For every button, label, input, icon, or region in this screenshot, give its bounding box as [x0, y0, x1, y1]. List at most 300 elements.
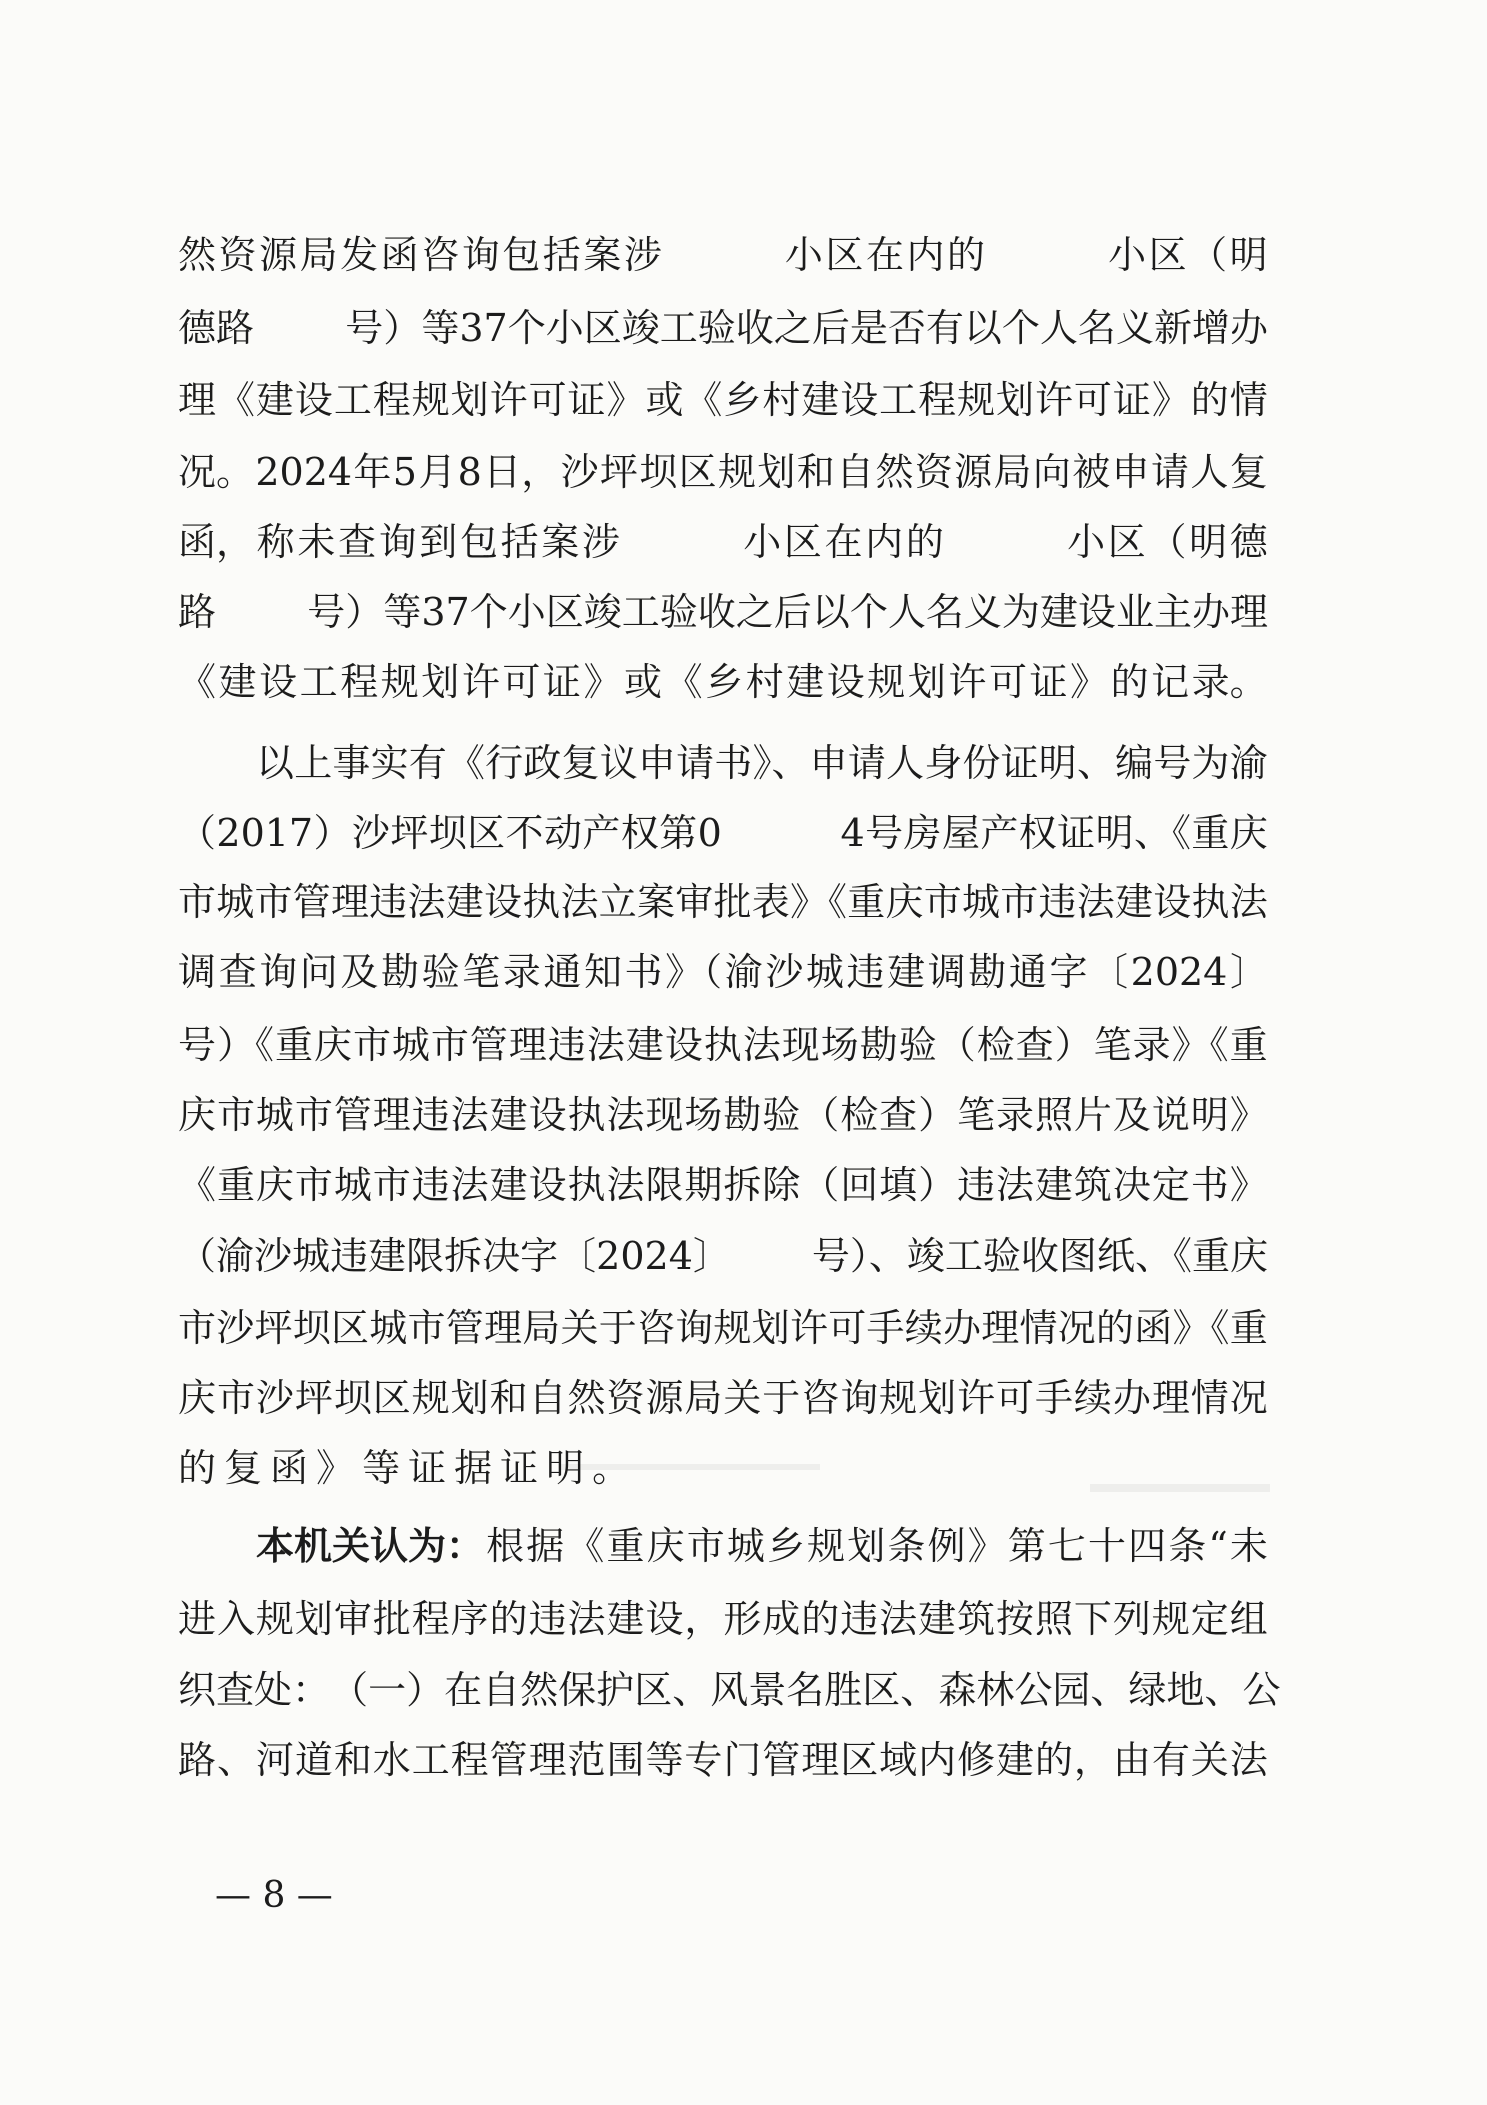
text-glyph: 证 — [408, 1446, 447, 1490]
text-glyph: 许 — [790, 1306, 829, 1350]
text-glyph: 重 — [606, 1524, 645, 1568]
text-line — [178, 511, 1268, 573]
text-glyph: （ — [1189, 233, 1228, 277]
text-glyph: 《 — [566, 1524, 605, 1568]
text-glyph: ）、 — [849, 1234, 907, 1278]
text-glyph: 据 — [526, 1524, 565, 1568]
text-glyph: 复 — [224, 1446, 263, 1490]
text-glyph: 名 — [1077, 306, 1116, 350]
text-glyph: 庆 — [178, 1093, 217, 1137]
text-glyph: 可 — [502, 660, 541, 704]
text-glyph: ） — [345, 590, 384, 634]
text-glyph: 一 — [368, 1668, 407, 1712]
text-glyph: 工 — [659, 306, 698, 350]
text-glyph: 市 — [1000, 880, 1039, 924]
text-glyph: 建 — [786, 660, 825, 704]
text-glyph: 执 — [1191, 880, 1230, 924]
text-line — [178, 1084, 1268, 1146]
text-glyph: 的 — [1096, 1306, 1135, 1350]
text-glyph: 工 — [411, 1738, 450, 1782]
text-glyph: 执 — [567, 1163, 606, 1207]
text-glyph: 进 — [178, 1597, 217, 1641]
text-glyph: 笔 — [1093, 1023, 1132, 1067]
text-glyph: 人 — [1190, 450, 1229, 494]
text-glyph: 许 — [957, 1376, 996, 1420]
text-glyph: 录 — [502, 950, 541, 994]
text-line — [178, 1154, 1268, 1216]
text-glyph: 理 — [508, 1023, 547, 1067]
text-glyph: 德 — [1229, 520, 1268, 564]
text-glyph: 区 — [840, 1738, 879, 1782]
text-glyph: 可 — [1073, 378, 1112, 422]
text-line — [178, 1367, 1268, 1429]
text-glyph: 程 — [411, 1597, 450, 1641]
text-glyph: 重 — [274, 1023, 313, 1067]
text-glyph: 》《 — [1171, 1023, 1229, 1067]
text-glyph: 表 — [751, 880, 790, 924]
text-glyph: 证 — [1112, 378, 1151, 422]
text-glyph: 园 — [1052, 1668, 1091, 1712]
text-glyph: 验 — [697, 306, 736, 350]
text-glyph: 建 — [996, 1738, 1035, 1782]
text-glyph: 路 — [178, 1738, 217, 1782]
text-glyph: （ — [1148, 520, 1187, 564]
text-glyph: 局 — [684, 1376, 723, 1420]
text-glyph: 场 — [684, 1093, 723, 1137]
text-glyph: 胜 — [824, 1668, 863, 1712]
text-glyph: 以 — [811, 590, 850, 634]
text-glyph: 资 — [914, 450, 953, 494]
text-glyph: 竣 — [906, 1234, 945, 1278]
text-glyph: 城 — [255, 1093, 294, 1137]
text-glyph: 围 — [606, 1738, 645, 1782]
text-glyph: 由 — [1112, 1738, 1151, 1782]
text-glyph: 编 — [1115, 741, 1154, 785]
text-glyph: 函 — [380, 233, 419, 277]
text-glyph: 和 — [796, 450, 835, 494]
text-glyph: 然 — [875, 450, 914, 494]
text-glyph: 许 — [948, 660, 987, 704]
text-glyph: 划 — [450, 1376, 489, 1420]
text-glyph: 路 — [216, 306, 255, 350]
text-glyph: 区 — [862, 1668, 901, 1712]
text-glyph: 可 — [988, 660, 1027, 704]
text-glyph: 划 — [450, 378, 489, 422]
text-glyph: 事 — [332, 741, 371, 785]
text-glyph: 案 — [541, 520, 580, 564]
text-glyph: 规 — [867, 660, 906, 704]
text-glyph: 的 — [1034, 1738, 1073, 1782]
text-glyph: 号 — [811, 1234, 850, 1278]
text-glyph: 》 — [606, 378, 645, 422]
text-glyph: 市 — [372, 1163, 411, 1207]
text-glyph: 城 — [726, 1524, 765, 1568]
text-glyph: ） — [383, 306, 422, 350]
text-glyph: 划 — [847, 1524, 886, 1568]
text-glyph: 内 — [906, 233, 945, 277]
text-glyph: 城 — [333, 1163, 372, 1207]
text-glyph: 的 — [947, 233, 986, 277]
text-glyph: 景 — [748, 1668, 787, 1712]
text-glyph: 自 — [482, 1668, 521, 1712]
text-glyph: 验 — [421, 950, 460, 994]
text-glyph: 管 — [445, 1306, 484, 1350]
text-glyph: 续 — [1073, 1376, 1112, 1420]
text-glyph: 情 — [1019, 1306, 1058, 1350]
text-glyph: 《 — [446, 741, 485, 785]
text-line — [178, 1515, 1268, 1577]
text-glyph: 自 — [836, 450, 875, 494]
text-glyph: 划 — [757, 450, 796, 494]
text-glyph: 管 — [292, 880, 331, 924]
text-glyph: 局 — [299, 233, 338, 277]
text-line — [178, 441, 1268, 503]
text-glyph: 政 — [523, 741, 562, 785]
text-glyph: 申 — [637, 741, 676, 785]
text-glyph: 证 — [567, 378, 606, 422]
text-line — [178, 802, 1268, 864]
text-glyph: 明 — [1095, 811, 1134, 855]
text-line — [178, 1588, 1268, 1650]
text-glyph: 违 — [369, 880, 408, 924]
text-glyph: ） — [313, 811, 352, 855]
text-glyph: 违 — [411, 1163, 450, 1207]
text-glyph: 明 — [1190, 1093, 1229, 1137]
text-glyph: 后 — [811, 306, 850, 350]
text-line — [178, 224, 1268, 286]
text-glyph: 录。 — [1191, 660, 1268, 704]
text-glyph: 理 — [178, 378, 217, 422]
text-glyph: 庆 — [1229, 811, 1268, 855]
text-glyph: 建 — [218, 660, 257, 704]
text-glyph: 实 — [370, 741, 409, 785]
text-glyph: 按 — [996, 1597, 1035, 1641]
text-glyph: 理 — [801, 1738, 840, 1782]
text-glyph: 询 — [675, 1306, 714, 1350]
text-glyph: 验 — [982, 1234, 1021, 1278]
text-glyph: 城 — [369, 1306, 408, 1350]
text-glyph: ） — [918, 1093, 957, 1137]
text-line — [178, 297, 1268, 359]
text-glyph: 坪 — [390, 811, 429, 855]
text-glyph: 产 — [582, 811, 621, 855]
text-glyph: 增 — [1191, 306, 1230, 350]
text-glyph: 说 — [1151, 1093, 1190, 1137]
text-glyph: 可 — [996, 1376, 1035, 1420]
text-glyph: 保 — [558, 1668, 597, 1712]
text-glyph: 咨 — [801, 1376, 840, 1420]
text-glyph: 工 — [333, 378, 372, 422]
text-glyph: 证 — [1000, 741, 1039, 785]
text-glyph: 录 — [996, 1093, 1035, 1137]
text-glyph: 设 — [484, 880, 523, 924]
text-glyph: 议 — [599, 741, 638, 785]
text-glyph: 序 — [450, 1597, 489, 1641]
text-glyph: 法 — [879, 1597, 918, 1641]
text-glyph: 》 — [1229, 1163, 1268, 1207]
text-glyph: 工 — [621, 590, 660, 634]
text-glyph: 建 — [255, 378, 294, 422]
text-glyph: 坝 — [428, 811, 467, 855]
text-glyph: 沙 — [560, 450, 599, 494]
text-glyph: 查 — [216, 1668, 255, 1712]
text-glyph: 字 — [1049, 950, 1088, 994]
text-glyph: 建 — [489, 1163, 528, 1207]
text-glyph: 市 — [254, 880, 293, 924]
text-glyph: 有 — [1151, 1738, 1190, 1782]
text-glyph: 第 — [659, 811, 698, 855]
text-glyph: 于 — [598, 1306, 637, 1350]
text-glyph: 风 — [710, 1668, 749, 1712]
text-glyph: 法 — [1229, 1738, 1268, 1782]
text-glyph: 《 — [178, 1163, 217, 1207]
text-glyph: 情 — [1229, 378, 1268, 422]
text-glyph: 纸 — [1096, 1234, 1135, 1278]
text-glyph: 市 — [430, 1023, 469, 1067]
text-glyph: 资 — [218, 233, 257, 277]
text-glyph: （ — [178, 811, 217, 855]
text-glyph: 、 — [672, 1668, 711, 1712]
text-glyph: 括 — [500, 520, 539, 564]
text-glyph: 执 — [567, 1093, 606, 1137]
text-glyph: 法 — [996, 1163, 1035, 1207]
text-glyph: 规 — [957, 378, 996, 422]
text-glyph: ， — [1073, 1738, 1112, 1782]
text-glyph: 小 — [545, 306, 584, 350]
text-glyph: 庆 — [1229, 1234, 1268, 1278]
text-glyph: 的 — [178, 1446, 217, 1490]
text-glyph: 护 — [596, 1668, 635, 1712]
text-glyph: 证 — [542, 660, 581, 704]
text-glyph: 向 — [1032, 450, 1071, 494]
text-glyph: 批 — [713, 880, 752, 924]
text-glyph: 区 — [331, 1306, 370, 1350]
text-glyph: 证 — [1029, 660, 1068, 704]
text-glyph: 回 — [840, 1163, 879, 1207]
text-glyph: 》 — [1151, 378, 1190, 422]
text-glyph: 重 — [1229, 1023, 1268, 1067]
text-glyph: 名 — [786, 1668, 825, 1712]
text-glyph: 设 — [645, 1597, 684, 1641]
text-glyph: 法 — [407, 880, 446, 924]
text-glyph: 根 — [486, 1524, 525, 1568]
text-glyph: 拆 — [444, 1234, 483, 1278]
text-glyph: 涉 — [623, 233, 662, 277]
text-glyph: 》《 — [1172, 1306, 1230, 1350]
text-glyph: 建 — [445, 880, 484, 924]
text-line — [178, 369, 1268, 431]
text-glyph: 笔 — [957, 1093, 996, 1137]
text-glyph: 个 — [1001, 306, 1040, 350]
text-glyph: 关 — [1190, 1738, 1229, 1782]
text-glyph: 况。 — [178, 450, 255, 494]
text-glyph: 许 — [461, 660, 500, 704]
text-glyph: 2024 — [255, 450, 353, 494]
text-glyph: 5 — [392, 450, 417, 494]
text-glyph: 图 — [1058, 1234, 1097, 1278]
text-glyph: 设 — [528, 1163, 567, 1207]
text-glyph: 理 — [372, 1093, 411, 1137]
text-glyph: 涉 — [581, 520, 620, 564]
text-glyph: 〔 — [558, 1234, 597, 1278]
text-line — [178, 732, 1268, 794]
text-glyph: 设 — [840, 378, 879, 422]
text-glyph: 办 — [1112, 1376, 1151, 1420]
text-glyph: 2024 — [1130, 950, 1228, 994]
text-glyph: 》 — [1229, 1093, 1268, 1137]
text-glyph: 城 — [805, 950, 844, 994]
text-glyph: （ — [937, 1023, 976, 1067]
text-glyph: 询 — [259, 950, 298, 994]
text-glyph: 执 — [703, 1023, 742, 1067]
text-glyph: 市 — [407, 1306, 446, 1350]
text-glyph: 程 — [340, 660, 379, 704]
text-glyph: 行 — [485, 741, 524, 785]
text-glyph: 违 — [547, 1023, 586, 1067]
text-glyph: 等 — [383, 590, 422, 634]
text-glyph: 渝 — [1229, 741, 1268, 785]
text-glyph: 法 — [450, 1093, 489, 1137]
text-glyph: 理 — [484, 1306, 523, 1350]
text-glyph: 明 — [546, 1446, 585, 1490]
text-glyph: 管 — [469, 1023, 508, 1067]
text-glyph: 区 — [825, 233, 864, 277]
text-glyph: 然 — [520, 1668, 559, 1712]
text-glyph: 的 — [801, 1597, 840, 1641]
text-glyph: 37 — [421, 590, 470, 634]
text-glyph: 字 — [520, 1234, 559, 1278]
text-glyph: 违 — [528, 1597, 567, 1641]
text-glyph: 决 — [482, 1234, 521, 1278]
text-glyph: 路 — [178, 590, 217, 634]
text-glyph: 管 — [762, 1738, 801, 1782]
text-glyph: 笔 — [462, 950, 501, 994]
text-glyph: 记 — [1151, 660, 1190, 704]
text-glyph: 区 — [545, 590, 584, 634]
text-glyph: 复 — [1229, 450, 1268, 494]
text-glyph: 水 — [372, 1738, 411, 1782]
text-glyph: 号 — [178, 1023, 217, 1067]
text-glyph: 设 — [294, 378, 333, 422]
text-glyph: 名 — [925, 590, 964, 634]
text-glyph: 市 — [178, 880, 217, 924]
text-glyph: 询 — [378, 520, 417, 564]
text-glyph: 个 — [507, 306, 546, 350]
text-glyph: 建 — [368, 1234, 407, 1278]
text-glyph: 验 — [898, 1023, 937, 1067]
text-glyph: 书 — [624, 950, 663, 994]
text-glyph: 在 — [865, 233, 904, 277]
text-glyph: 坪 — [599, 450, 638, 494]
text-glyph: 年 — [353, 450, 392, 494]
text-glyph: 违 — [411, 1093, 450, 1137]
text-glyph: 建 — [918, 1597, 957, 1641]
text-glyph: 城 — [962, 880, 1001, 924]
text-glyph: 内 — [865, 520, 904, 564]
text-glyph: 之 — [735, 590, 774, 634]
text-glyph: 规 — [807, 1524, 846, 1568]
text-glyph: 照 — [1034, 1597, 1073, 1641]
text-glyph: 等 — [645, 1738, 684, 1782]
text-glyph: 被 — [1072, 450, 1111, 494]
text-glyph: 个 — [849, 590, 888, 634]
text-line — [178, 581, 1268, 643]
text-glyph: 许 — [489, 378, 528, 422]
text-glyph: 片 — [1073, 1093, 1112, 1137]
text-glyph: 请 — [847, 741, 886, 785]
text-glyph: 有 — [925, 306, 964, 350]
text-glyph: 后 — [773, 590, 812, 634]
text-glyph: 案 — [637, 880, 676, 924]
text-glyph: 建 — [801, 378, 840, 422]
text-glyph: 关 — [560, 1306, 599, 1350]
conclusion-lead: 本机关认为： — [256, 1524, 485, 1568]
text-glyph: 门 — [723, 1738, 762, 1782]
text-glyph: 市 — [216, 1093, 255, 1137]
text-glyph: 书 — [1190, 1163, 1229, 1207]
text-glyph: “ — [1208, 1524, 1228, 1568]
text-glyph: 小 — [1067, 520, 1106, 564]
text-glyph: 乡 — [767, 1524, 806, 1568]
text-glyph: 列 — [1112, 1597, 1151, 1641]
text-glyph: 形 — [723, 1597, 762, 1641]
text-glyph: 现 — [645, 1093, 684, 1137]
text-glyph: ） — [1054, 1023, 1093, 1067]
text-glyph: 区 — [678, 450, 717, 494]
text-glyph: 权 — [1018, 811, 1057, 855]
text-glyph: 法 — [606, 1163, 645, 1207]
text-glyph: 房 — [903, 811, 942, 855]
text-glyph: 〔 — [1090, 950, 1129, 994]
text-glyph: 勘 — [723, 1093, 762, 1137]
text-glyph: 沙 — [765, 950, 804, 994]
text-glyph: 建 — [606, 1597, 645, 1641]
text-glyph: 除 — [762, 1163, 801, 1207]
text-glyph: 限 — [645, 1163, 684, 1207]
text-glyph: 坝 — [292, 1306, 331, 1350]
text-glyph: 办 — [1229, 306, 1268, 350]
text-line — [178, 1297, 1268, 1359]
text-glyph: ： — [292, 1668, 331, 1712]
text-line — [178, 1225, 1268, 1287]
text-glyph: 渝 — [216, 1234, 255, 1278]
text-glyph: 手 — [866, 1306, 905, 1350]
text-glyph: 以 — [963, 306, 1002, 350]
text-glyph: 未 — [1229, 1524, 1268, 1568]
text-line — [178, 1659, 1281, 1721]
text-glyph: 请 — [676, 741, 715, 785]
text-glyph: 设 — [826, 660, 865, 704]
text-glyph: 修 — [957, 1738, 996, 1782]
text-glyph: 规 — [879, 1376, 918, 1420]
text-glyph: 期 — [684, 1163, 723, 1207]
text-glyph: ） — [918, 1163, 957, 1207]
text-glyph: 小 — [507, 590, 546, 634]
text-glyph: 法 — [586, 1023, 625, 1067]
text-glyph: 义 — [1115, 306, 1154, 350]
text-glyph: 和 — [489, 1376, 528, 1420]
text-glyph: 未 — [297, 520, 336, 564]
text-glyph: 收 — [1020, 1234, 1059, 1278]
text-glyph: 4 — [840, 811, 865, 855]
text-glyph: 日， — [483, 450, 560, 494]
text-glyph: 建 — [887, 950, 926, 994]
text-glyph: 新 — [1153, 306, 1192, 350]
text-glyph: ）《 — [216, 1023, 274, 1067]
text-glyph: 》（ — [665, 950, 723, 994]
text-glyph: 在 — [824, 520, 863, 564]
text-glyph: 组 — [1229, 1597, 1268, 1641]
